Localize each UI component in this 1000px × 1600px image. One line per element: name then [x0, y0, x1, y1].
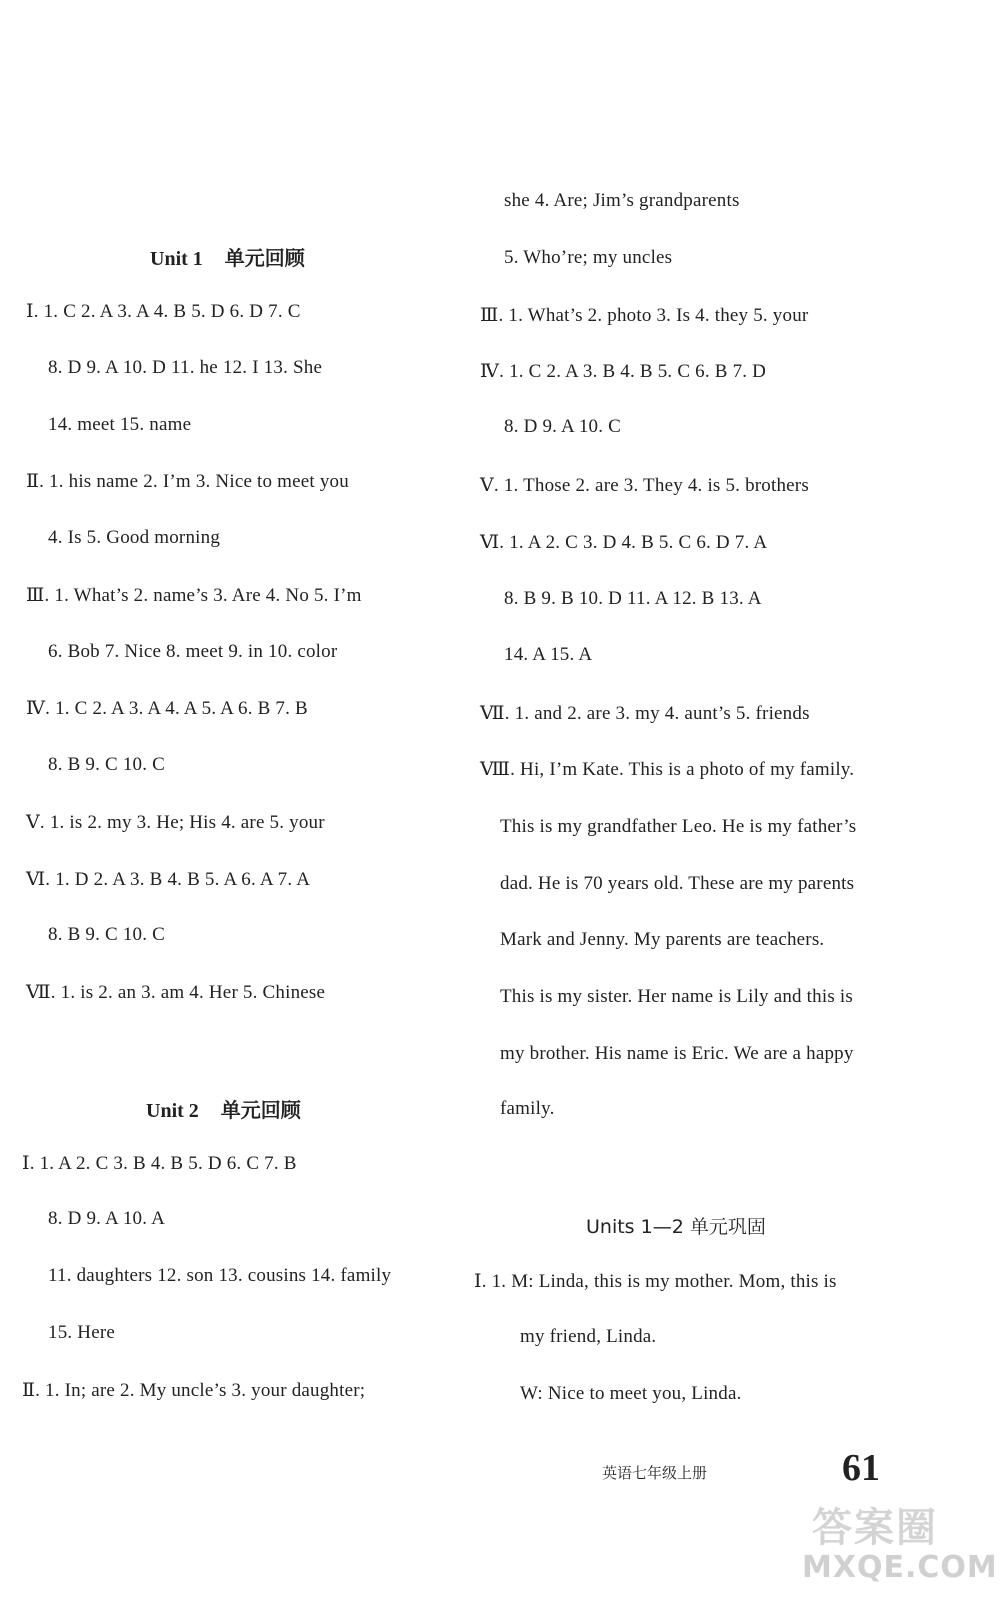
watermark-url: MXQE.COM — [802, 1550, 998, 1585]
answer-line: 14. meet 15. name — [48, 414, 192, 435]
answer-line: Ⅵ. 1. D 2. A 3. B 4. B 5. A 6. A 7. A — [26, 869, 311, 890]
answer-line: Ⅴ. 1. Those 2. are 3. They 4. is 5. brothers — [480, 475, 809, 496]
site-watermark — [800, 1496, 998, 1592]
unit2-title: 单元回顾 — [220, 1098, 301, 1122]
answer-line: Ⅶ. 1. and 2. are 3. my 4. aunt’s 5. friends — [480, 703, 810, 724]
answer-line: 8. D 9. A 10. D 11. he 12. I 13. She — [48, 357, 323, 378]
answer-line: she 4. Are; Jim’s grandparents — [504, 190, 740, 211]
answer-line: This is my grandfather Leo. He is my father’s — [500, 816, 857, 837]
answer-line: Mark and Jenny. My parents are teachers. — [500, 929, 825, 950]
answer-line: Ⅰ. 1. A 2. C 3. B 4. B 5. D 6. C 7. B — [22, 1153, 297, 1174]
answer-line: Ⅷ. Hi, I’m Kate. This is a photo of my family. — [480, 759, 855, 780]
answer-line: Ⅲ. 1. What’s 2. name’s 3. Are 4. No 5. I’m — [26, 585, 362, 606]
answer-line: 11. daughters 12. son 13. cousins 14. family — [48, 1265, 392, 1286]
answer-line: W: Nice to meet you, Linda. — [520, 1383, 742, 1404]
answer-line: 6. Bob 7. Nice 8. meet 9. in 10. color — [48, 641, 338, 662]
answer-line: Ⅰ. 1. C 2. A 3. A 4. B 5. D 6. D 7. C — [26, 301, 301, 322]
answer-line: 8. B 9. C 10. C — [48, 924, 166, 945]
unit1-label: Unit 1 — [150, 248, 203, 270]
answer-line: 8. B 9. B 10. D 11. A 12. B 13. A — [504, 588, 762, 609]
unit1-title: 单元回顾 — [224, 246, 305, 270]
answer-line: Ⅴ. 1. is 2. my 3. He; His 4. are 5. your — [26, 812, 325, 833]
unit2-heading — [146, 1094, 301, 1123]
answer-line: dad. He is 70 years old. These are my parents — [500, 873, 855, 894]
answer-line: Ⅱ. 1. In; are 2. My uncle’s 3. your daughter; — [22, 1380, 366, 1401]
answer-line: 5. Who’re; my uncles — [504, 247, 673, 268]
answer-line: 8. D 9. A 10. C — [504, 416, 622, 437]
answer-line: 4. Is 5. Good morning — [48, 527, 221, 548]
answer-line: Ⅵ. 1. A 2. C 3. D 4. B 5. C 6. D 7. A — [480, 532, 768, 553]
answer-line: Ⅶ. 1. is 2. an 3. am 4. Her 5. Chinese — [26, 982, 326, 1003]
answer-line: 15. Here — [48, 1322, 116, 1343]
answer-line: Ⅳ. 1. C 2. A 3. A 4. A 5. A 6. B 7. B — [26, 698, 308, 719]
page-number: 61 — [842, 1447, 880, 1489]
answer-line: 8. D 9. A 10. A — [48, 1208, 166, 1229]
answer-line: 14. A 15. A — [504, 644, 593, 665]
answer-line: Ⅳ. 1. C 2. A 3. B 4. B 5. C 6. B 7. D — [480, 361, 767, 382]
answer-line: family. — [500, 1098, 555, 1119]
answer-line: Ⅰ. 1. M: Linda, this is my mother. Mom, this is — [474, 1271, 837, 1292]
book-title: 英语七年级上册 — [602, 1464, 708, 1482]
answer-line: Ⅲ. 1. What’s 2. photo 3. Is 4. they 5. your — [480, 305, 809, 326]
unit2-label: Unit 2 — [146, 1100, 199, 1122]
answer-line: 8. B 9. C 10. C — [48, 754, 166, 775]
watermark-logo-text: 答案圈 — [812, 1505, 938, 1551]
answer-line: my friend, Linda. — [520, 1326, 657, 1347]
unit1-heading — [150, 242, 305, 271]
answer-line: my brother. His name is Eric. We are a happy — [500, 1043, 854, 1064]
answer-line: Ⅱ. 1. his name 2. I’m 3. Nice to meet you — [26, 471, 349, 492]
units12-heading: Units 1—2 单元巩固 — [586, 1216, 766, 1238]
answer-line: This is my sister. Her name is Lily and this is — [500, 986, 853, 1007]
